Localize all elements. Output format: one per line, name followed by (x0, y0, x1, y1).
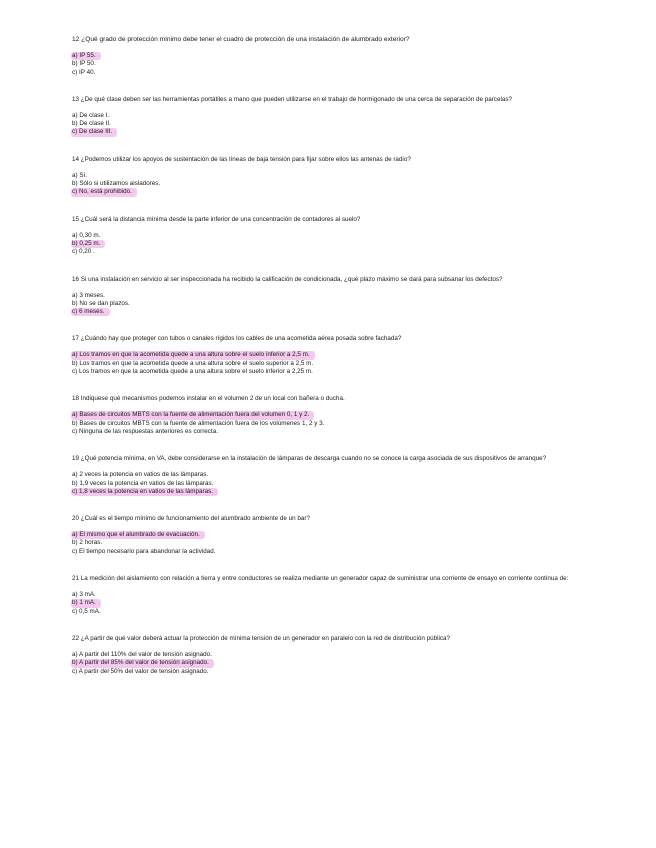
option (72, 112, 602, 120)
option-correct (72, 52, 602, 60)
question-block-14 (72, 156, 602, 197)
option-correct (72, 351, 602, 359)
option-text: c) A partir del 50% del valor de tensión asignado. (72, 667, 209, 675)
question-block-20 (72, 515, 602, 556)
option (72, 539, 602, 547)
option-correct (72, 308, 602, 316)
option-list (72, 232, 602, 257)
option-text: c) 0,5 mA. (72, 607, 101, 615)
question-block-13 (72, 96, 602, 137)
question-text: 19 ¿Qué potencia mínima, en VA, debe considerarse en la instalación de lámparas de descarga cuando no se conoce la carga asociada de sus dispositivos de arranque? (72, 455, 547, 463)
option-list (72, 52, 602, 77)
option (72, 471, 602, 479)
option-text: b) 1 mA. (71, 599, 101, 607)
option (72, 668, 602, 676)
question-text: 21 La medición del aislamiento con relación a tierra y entre conductores se realiza mediante un generador capaz de suministrar una corriente de ensayo en corriente continua de: (72, 575, 569, 583)
option (72, 120, 602, 128)
option-correct (72, 240, 602, 248)
option-list (72, 531, 602, 556)
option-text: c) 6 meses. (71, 308, 110, 316)
option-text: a) IP 55. (71, 52, 101, 60)
question-block-16 (72, 276, 602, 317)
option-text: b) 0,25 m. (71, 240, 105, 248)
option-list (72, 172, 602, 197)
question-text: 22 ¿A partir de qué valor deberá actuar la protección de mínima tensión de un generador en paralelo con la red de distribución pública? (72, 634, 451, 642)
option-text: a) Bases de circuitos MBTS con la fuente de alimentación fuera del volumen 0, 1 y 2. (71, 411, 314, 419)
option (72, 69, 602, 77)
question-text: 20 ¿Cuál es el tiempo mínimo de funcionamiento del alumbrado ambiente de un bar? (72, 515, 311, 523)
question-text: 14 ¿Podemos utilizar los apoyos de sustentación de las líneas de baja tensión para fijar sobre ellos las antenas de radio? (72, 155, 411, 163)
question-text: 15 ¿Cuál será la distancia mínima desde la parte inferior de una concentración de contadores al suelo? (72, 215, 361, 223)
option-list (72, 292, 602, 317)
question-block-17 (72, 335, 602, 376)
option-text: c) De clase III. (71, 128, 117, 136)
option-text: b) IP 50. (72, 60, 96, 68)
option (72, 428, 602, 436)
option-text: c) IP 40. (72, 68, 96, 76)
option-list (72, 411, 602, 436)
option (72, 608, 602, 616)
option (72, 172, 602, 180)
question-text: 12 ¿Qué grado de protección mínimo debe tener el cuadro de protección de una instalación de alumbrado exterior? (72, 36, 410, 43)
option-text: a) 2 veces la potencia en vatios de las lámparas. (72, 471, 209, 479)
question-block-19 (72, 455, 602, 496)
option (72, 60, 602, 68)
option (72, 651, 602, 659)
option-list (72, 112, 602, 137)
option-text: a) 3 mA. (72, 591, 96, 599)
option-text: a) El mismo que el alumbrado de evacuación. (71, 531, 205, 539)
option (72, 180, 602, 188)
option-list (72, 591, 602, 616)
option (72, 368, 602, 376)
question-text: 17 ¿Cuándo hay que proteger con tubos o canales rígidos los cables de una acometida aérea posada sobre fachada? (72, 335, 402, 343)
question-block-18 (72, 395, 602, 436)
option-correct (72, 659, 602, 667)
option (72, 591, 602, 599)
option-list (72, 471, 602, 496)
option-text: c) El tiempo necesario para abandonar la actividad. (72, 547, 216, 555)
option (72, 292, 602, 300)
option-text: b) 1,9 veces la potencia en vatios de las lámparas. (72, 479, 214, 487)
option (72, 232, 602, 240)
option-text: c) Los tramos en que la acometida quede a una altura sobre el suelo inferior a 2,25 m. (72, 368, 313, 376)
option-text: c) No, está prohibido. (71, 188, 137, 196)
option-text: a) 3 meses. (72, 291, 105, 299)
option-text: a) Los tramos en que la acometida quede a una altura sobre el suelo inferior a 2,5 m. (71, 351, 315, 359)
question-block-22 (72, 635, 602, 676)
option-text: c) Ninguna de las respuestas anteriores es correcta. (72, 427, 218, 435)
option (72, 420, 602, 428)
option-list (72, 651, 602, 676)
option-text: a) Sí. (72, 171, 88, 179)
question-list (72, 36, 602, 695)
option (72, 360, 602, 368)
option-text: c) 0,20 . (72, 248, 95, 256)
option-text: b) Los tramos en que la acometida quede a una altura sobre el suelo superior a 2,5 m. (72, 359, 314, 367)
option-correct (72, 599, 602, 607)
question-text: 13 ¿De qué clase deben ser las herramientas portátiles a mano que pueden utilizarse en el trabajo de hormigonado de una cerca de separación de parcelas? (72, 95, 513, 103)
question-text: 16 Si una instalación en servicio al ser inspeccionada ha recibido la calificación de condicionada, ¿qué plazo máximo se dará para subsanar los defectos? (72, 275, 503, 283)
option (72, 300, 602, 308)
option-text: b) Sólo si utilizamos aisladores. (72, 180, 161, 188)
option-text: a) 0,30 m. (72, 231, 101, 239)
option (72, 248, 602, 256)
question-text: 18 Indiquese qué mecanismos podemos instalar en el volumen 2 de un local con bañera o ducha. (72, 395, 345, 403)
option (72, 548, 602, 556)
option-correct (72, 411, 602, 419)
question-block-15 (72, 216, 602, 257)
option-text: c) 1,8 veces la potencia en vatios de las lámparas. (71, 488, 218, 496)
option (72, 480, 602, 488)
option-text: b) De clase II. (72, 120, 111, 128)
option-correct (72, 488, 602, 496)
option-correct (72, 531, 602, 539)
option-text: b) Bases de circuitos MBTS con la fuente de alimentación fuera de los volúmenes 1, 2 y 3. (72, 419, 325, 427)
option-text: b) No se dan plazos. (72, 299, 130, 307)
option-text: b) A partir del 85% del valor de tensión asignado. (71, 659, 214, 667)
option-correct (72, 128, 602, 136)
option-text: a) De clase I. (72, 111, 110, 119)
option-text: a) A partir del 110% del valor de tensión asignado. (72, 650, 212, 658)
question-block-21 (72, 575, 602, 616)
question-block-12 (72, 36, 602, 77)
option-text: b) 2 horas. (72, 539, 103, 547)
option-list (72, 351, 602, 376)
option-correct (72, 188, 602, 196)
